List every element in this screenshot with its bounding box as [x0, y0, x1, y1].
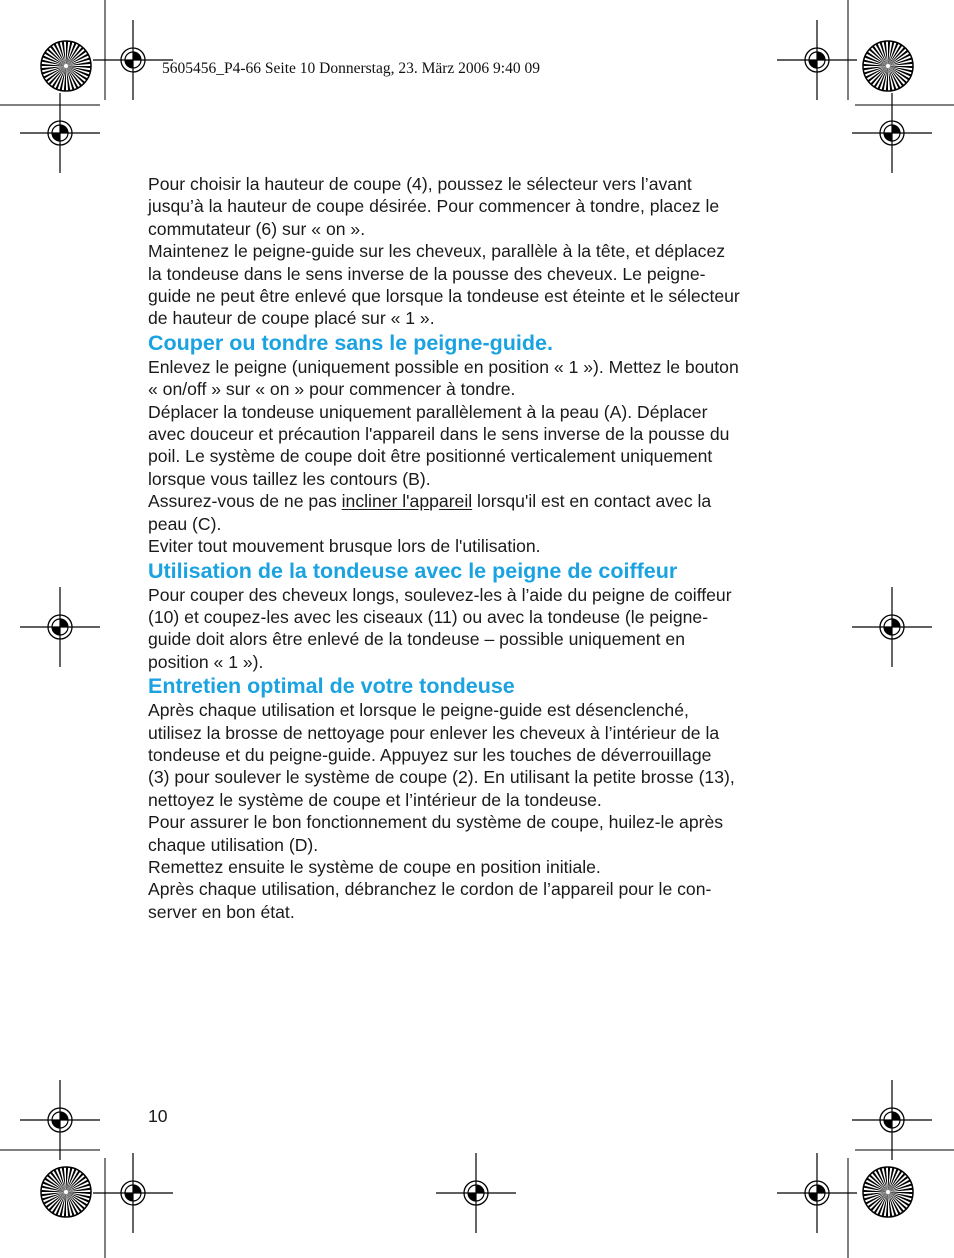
- document-body: [148, 173, 808, 923]
- starburst-target-icon: [41, 41, 91, 91]
- section-paragraph-maintenance: Après chaque utilisation et lorsque le peigne-guide est désenclenché, utilisez la brosse de nettoyage pour enlever les cheveux à l’intérieur de la tondeuse et du peigne-guide. Appuyez sur les touches de déverrouillage (3) pour soulever le système de coupe (2). En utilisant la petite brosse (13), nettoyez le système de coupe et l’intérieur de la tondeuse. Pour assurer le bon fonctionnement du système de coupe, huilez-le après chaque utilisation (D). Remettez ensuite le système de coupe en position initiale. Après chaque utilisation, débranchez le cordon de l’appareil pour le con- server en bon état.: [148, 700, 735, 922]
- underlined-text: areil: [438, 491, 473, 512]
- starburst-target-icon: [41, 1167, 91, 1217]
- registration-mark-icon: [852, 587, 932, 667]
- registration-mark-icon: [20, 587, 100, 667]
- registration-mark-icon: [20, 1080, 100, 1160]
- registration-mark-icon: [436, 1153, 516, 1233]
- starburst-target-icon: [863, 41, 913, 91]
- section-paragraph-without-guide-comb: Enlevez le peigne (uniquement possible en position « 1 »). Mettez le bouton « on/off » sur « on » pour commencer à tondre. Déplacer la tondeuse uniquement parallèlement à la peau (A). Déplacer avec douceur et précaution l'appareil dans le sens inverse de la pousse du poil. Le système de coupe doit être positionné verticalement uniquement lorsque vous taillez les contours (B). Assurez-vous de ne pas incliner l'appareil lorsqu'il est en contact avec la peau (C). Eviter tout mouvement brusque lors de l'utilisation.: [148, 356, 739, 557]
- section-heading-without-guide-comb: Couper ou tondre sans le peigne-guide.: [148, 330, 553, 355]
- section-heading-maintenance: Entretien optimal de votre tondeuse: [148, 674, 515, 699]
- section-heading-hairdresser-comb: Utilisation de la tondeuse avec le peigne de coiffeur: [148, 558, 678, 583]
- registration-mark-icon: [852, 1080, 932, 1160]
- registration-mark-icon: [777, 1153, 857, 1233]
- starburst-target-icon: [863, 1167, 913, 1217]
- registration-mark-icon: [777, 20, 857, 100]
- print-slug-line: 5605456_P4-66 Seite 10 Donnerstag, 23. März 2006 9:40 09: [162, 60, 540, 77]
- underlined-text: incliner l'ap: [341, 491, 430, 512]
- page-number: 10: [148, 1106, 168, 1126]
- section-paragraph-hairdresser-comb: Pour couper des cheveux longs, soulevez-les à l’aide du peigne de coiffeur (10) et coupez-les avec les ciseaux (11) ou avec la tondeuse (le peigne- guide doit alors être enlevé de la tondeuse – possible uniquement en position « 1 »).: [148, 584, 732, 672]
- intro-paragraph: Pour choisir la hauteur de coupe (4), poussez le sélecteur vers l’avant jusqu’à la hauteur de coupe désirée. Pour commencer à tondre, placez le commutateur (6) sur « on ». Maintenez le peigne-guide sur les cheveux, parallèle à la tête, et déplacez la tondeuse dans le sens inverse de la pousse des cheveux. Le peigne- guide ne peut être enlevé que lorsque la tondeuse est éteinte et le sélecteur de hauteur de coupe placé sur « 1 ».: [148, 174, 740, 329]
